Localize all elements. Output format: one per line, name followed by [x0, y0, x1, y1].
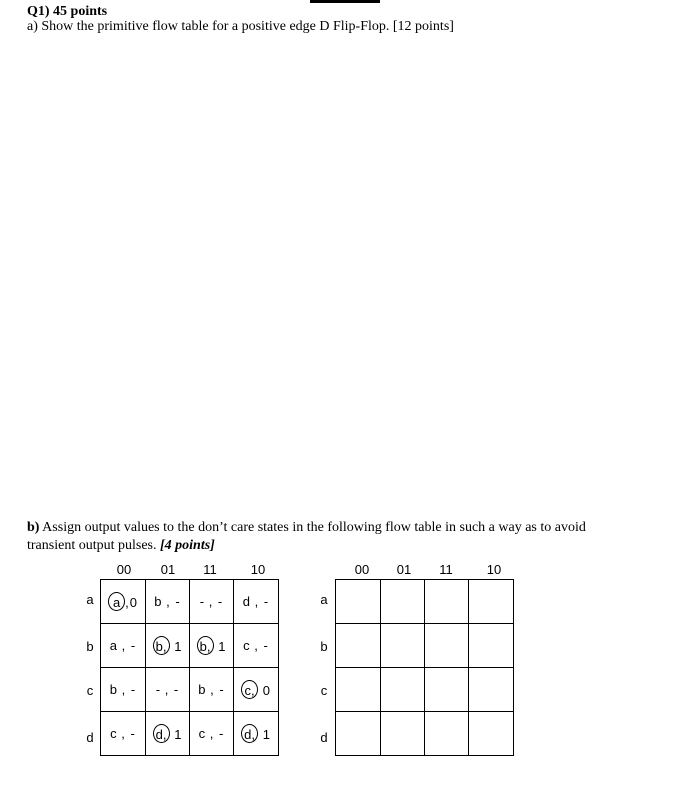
flow-cell: [146, 624, 190, 668]
part-b-text: Assign output values to the don’t care states in the following flow table in such a way as to avoid: [39, 520, 586, 535]
answer-cell[interactable]: [381, 712, 425, 756]
flow-cell: [146, 668, 190, 712]
answer-cell[interactable]: [425, 668, 469, 712]
next-state: b: [154, 594, 162, 609]
next-state: -: [199, 594, 205, 609]
next-state: a: [109, 638, 118, 653]
stable-state-circle: b,: [153, 636, 170, 655]
output-value: , -: [205, 682, 225, 697]
flow-table-row: [101, 624, 279, 668]
answer-col-header: 11: [439, 562, 453, 577]
output-value: , -: [204, 594, 224, 609]
answer-table-row: [336, 580, 514, 624]
answer-cell[interactable]: [469, 712, 514, 756]
answer-row-label: a: [320, 592, 328, 607]
part-b-prompt-line1: [27, 520, 586, 536]
output-value: , -: [161, 594, 181, 609]
answer-col-header: 01: [396, 562, 412, 577]
part-b-text-cont: transient output pulses.: [27, 538, 160, 553]
flow-col-header: 01: [160, 562, 176, 577]
answer-cell[interactable]: [381, 668, 425, 712]
next-state: b: [198, 682, 206, 697]
output-value: ,0: [125, 595, 138, 610]
flow-table: [100, 579, 279, 756]
flow-cell: [190, 580, 234, 624]
part-b-points: [4 points]: [160, 538, 215, 553]
output-value: 0: [258, 683, 271, 698]
stable-state-circle: c,: [241, 680, 258, 699]
stable-state-circle: d,: [153, 724, 170, 743]
stable-state-circle: a: [108, 592, 125, 611]
stable-state-circle: d,: [241, 724, 258, 743]
flow-table-row: [101, 712, 279, 756]
output-value: , -: [205, 726, 225, 741]
flow-col-header: 11: [203, 562, 217, 577]
part-b-label: b): [27, 520, 40, 535]
flow-row-label: b: [86, 639, 94, 654]
flow-cell: [234, 668, 279, 712]
output-value: , -: [117, 638, 137, 653]
flow-row-label: d: [86, 730, 94, 745]
flow-col-header: 00: [116, 562, 132, 577]
flow-cell: [234, 580, 279, 624]
flow-cell: [146, 712, 190, 756]
output-value: 1: [169, 639, 183, 654]
flow-row-label: a: [86, 592, 94, 607]
output-value: , -: [160, 682, 180, 697]
part-a-prompt: a) Show the primitive flow table for a positive edge D Flip-Flop. [12 points]: [27, 19, 454, 34]
answer-table-row: [336, 712, 514, 756]
flow-cell: [101, 712, 146, 756]
answer-col-header: 00: [354, 562, 370, 577]
answer-cell[interactable]: [381, 580, 425, 624]
answer-cell[interactable]: [381, 624, 425, 668]
output-value: , -: [249, 638, 269, 653]
answer-cell[interactable]: [469, 624, 514, 668]
next-state: c: [243, 638, 250, 653]
answer-cell[interactable]: [336, 668, 381, 712]
output-value: 1: [258, 727, 271, 742]
output-value: , -: [250, 594, 270, 609]
answer-cell[interactable]: [336, 580, 381, 624]
output-value: 1: [169, 727, 183, 742]
flow-row-label: c: [86, 683, 94, 698]
next-state: b: [109, 682, 118, 697]
flow-cell: [234, 712, 279, 756]
answer-table-row: [336, 624, 514, 668]
output-value: , -: [116, 726, 136, 741]
flow-cell: [190, 668, 234, 712]
answer-row-label: d: [320, 730, 328, 745]
answer-table: [335, 579, 514, 756]
flow-cell: [146, 580, 190, 624]
output-value: , -: [117, 682, 137, 697]
flow-cell: [234, 624, 279, 668]
output-value: 1: [213, 639, 227, 654]
next-state: c: [110, 726, 117, 741]
answer-row-label: c: [320, 683, 328, 698]
next-state: c: [198, 726, 206, 741]
stable-state-circle: b,: [197, 636, 214, 655]
answer-cell[interactable]: [469, 580, 514, 624]
next-state: -: [155, 682, 161, 697]
answer-cell[interactable]: [336, 712, 381, 756]
answer-cell[interactable]: [425, 624, 469, 668]
question-title: Q1) 45 points: [27, 4, 108, 19]
answer-cell[interactable]: [425, 580, 469, 624]
answer-cell[interactable]: [425, 712, 469, 756]
answer-row-label: b: [320, 639, 328, 654]
flow-cell: [101, 624, 146, 668]
answer-cell[interactable]: [336, 624, 381, 668]
flow-cell: [190, 624, 234, 668]
answer-cell[interactable]: [469, 668, 514, 712]
flow-cell: [190, 712, 234, 756]
answer-col-header: 10: [486, 562, 502, 577]
top-rule: [310, 0, 380, 3]
flow-table-row: [101, 580, 279, 624]
next-state: d: [242, 594, 251, 609]
flow-col-header: 10: [250, 562, 266, 577]
flow-table-row: [101, 668, 279, 712]
flow-cell: [101, 668, 146, 712]
flow-cell: [101, 580, 146, 624]
part-b-prompt-line2: [27, 538, 215, 554]
answer-table-row: [336, 668, 514, 712]
